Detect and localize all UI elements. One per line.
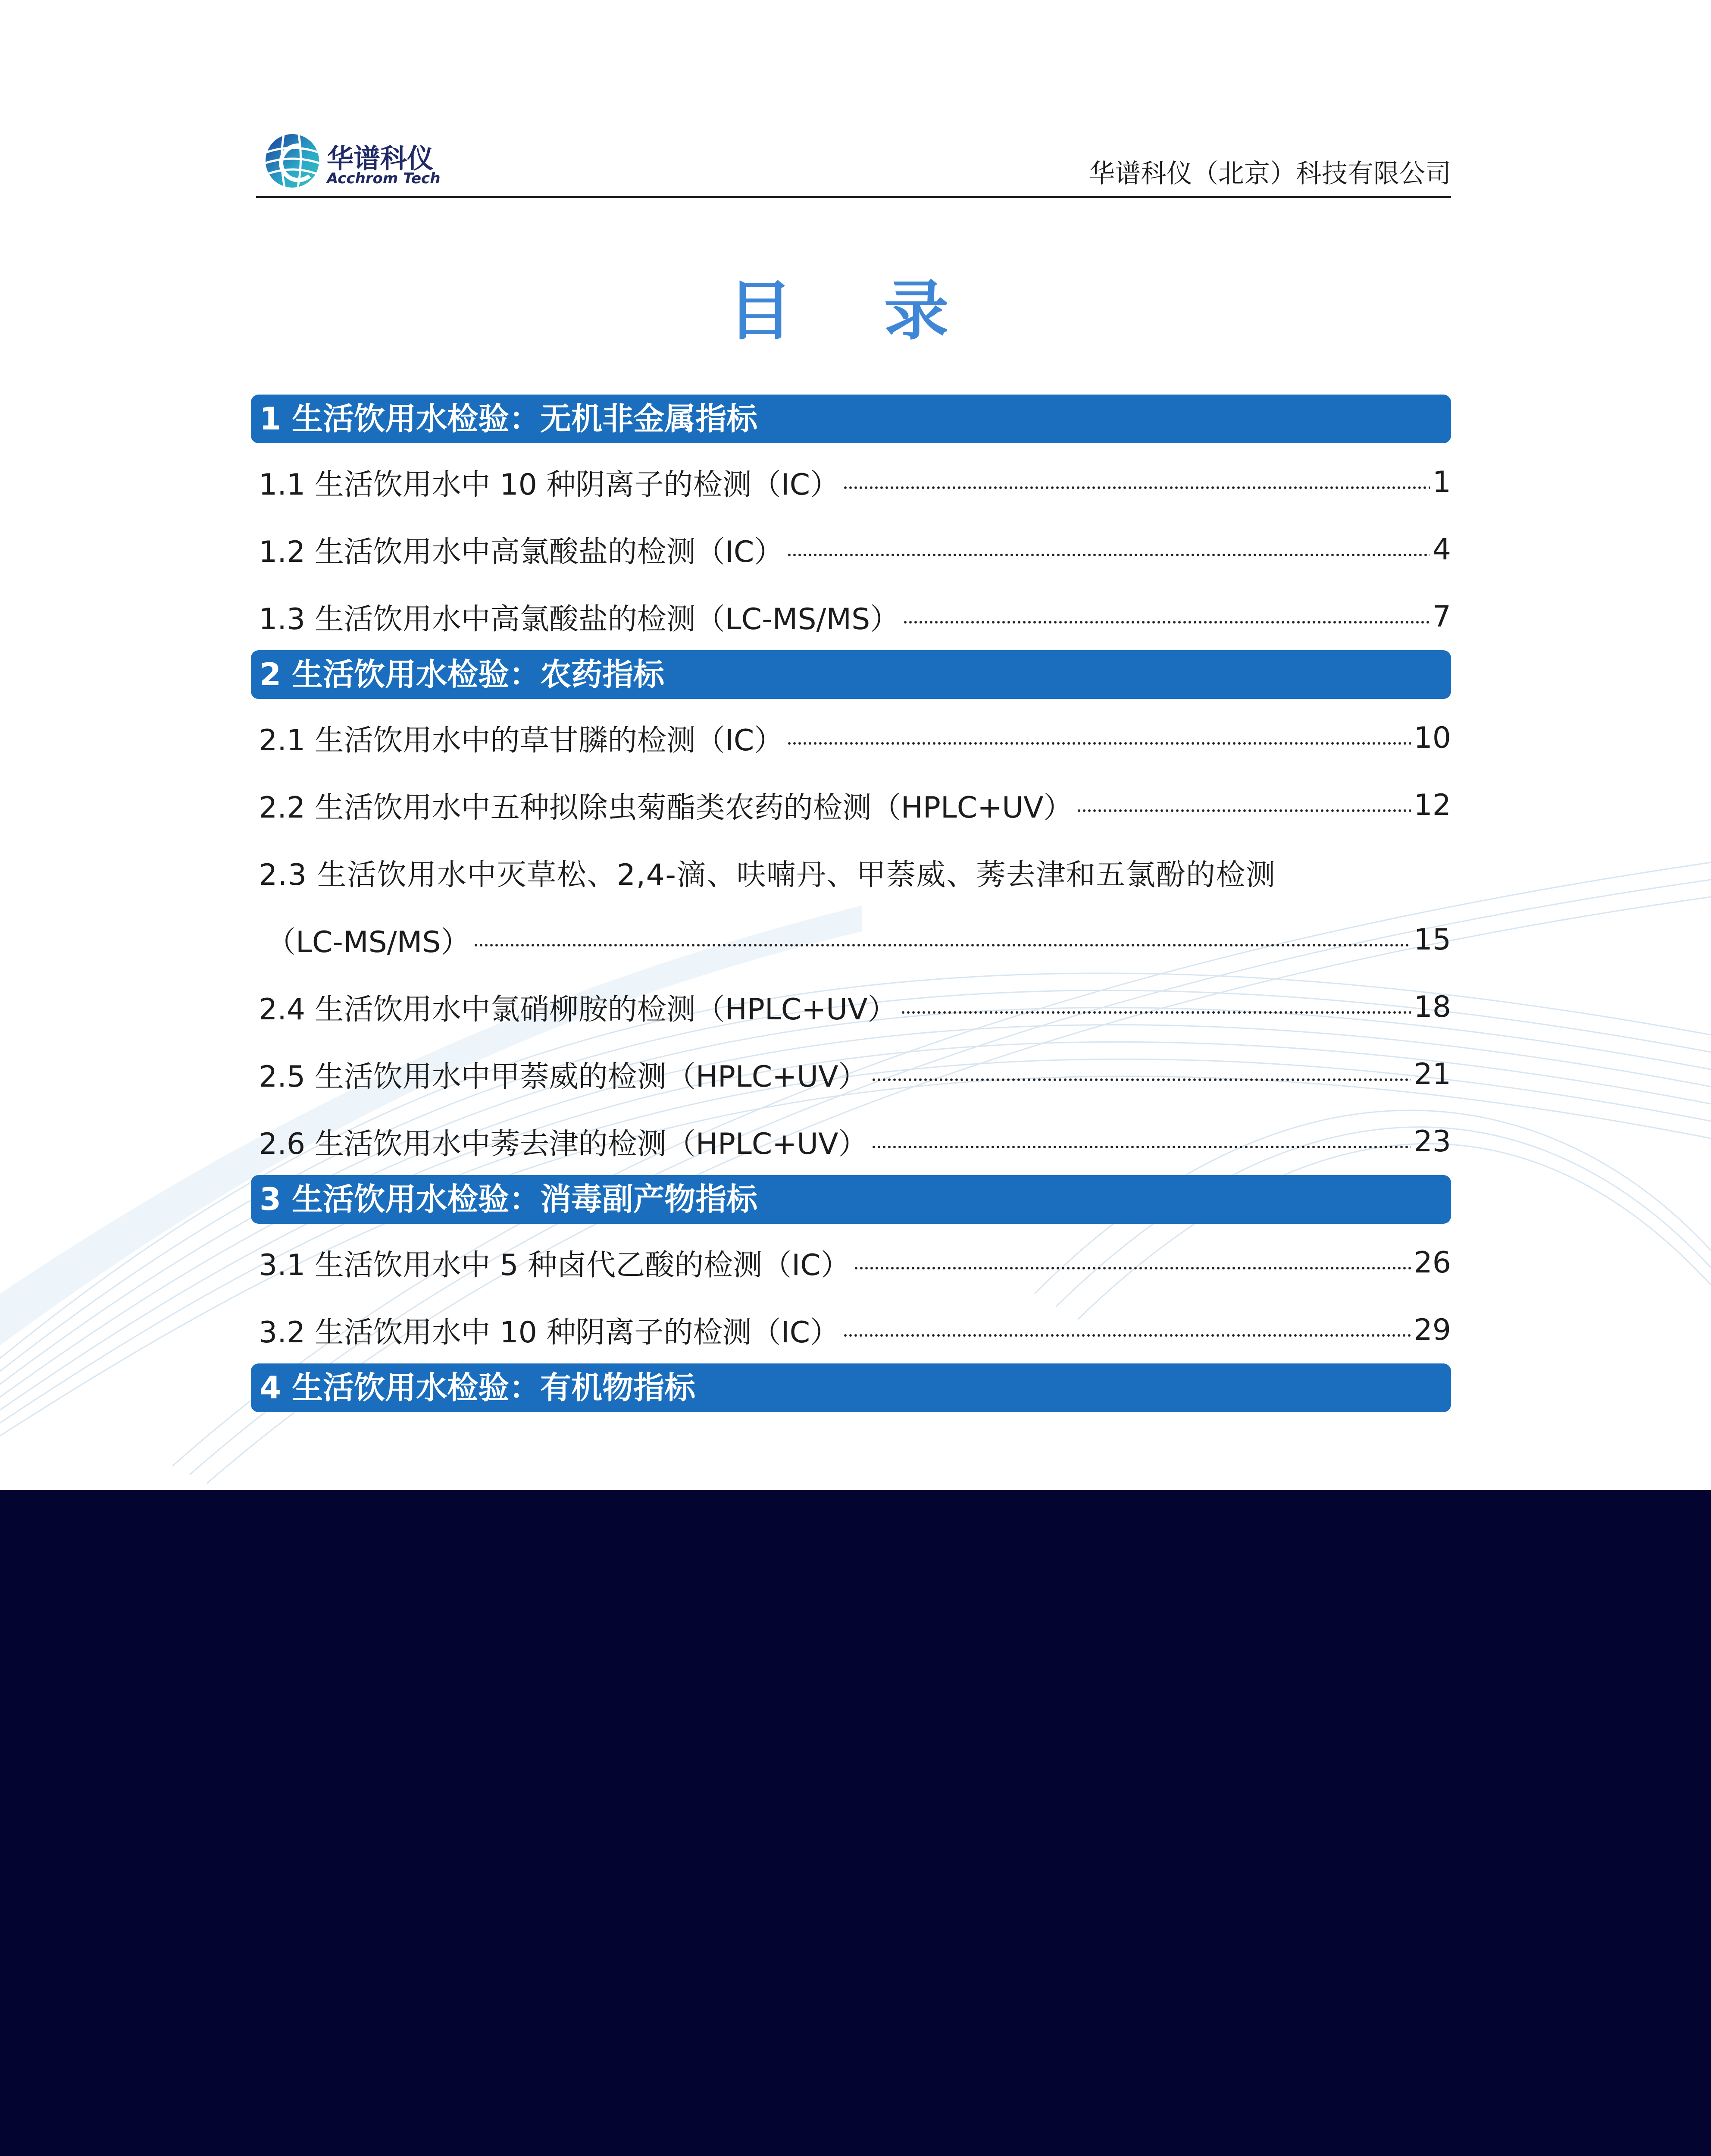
dark-overlay-panel <box>0 1490 1711 2156</box>
dot-leader <box>843 486 1430 489</box>
toc-entry-title: 3.1 生活饮用水中 5 种卤代乙酸的检测（IC） <box>259 1248 850 1282</box>
dot-leader <box>787 742 1411 745</box>
toc-entry-3-1[interactable] <box>251 1229 1451 1296</box>
toc-page-number: 21 <box>1414 1057 1451 1091</box>
toc-entry-title: 1.1 生活饮用水中 10 种阴离子的检测（IC） <box>259 467 840 502</box>
toc-page-number: 26 <box>1414 1245 1451 1280</box>
toc-entry-1-1[interactable] <box>251 448 1451 516</box>
toc-page-number: 23 <box>1414 1124 1451 1159</box>
company-name: 华谱科仪（北京）科技有限公司 <box>1089 159 1451 189</box>
toc-entry-title: 3.2 生活饮用水中 10 种阴离子的检测（IC） <box>259 1315 840 1350</box>
toc-entry-1-2[interactable] <box>251 516 1451 583</box>
dot-leader <box>871 1078 1411 1081</box>
toc-entry-title: 2.4 生活饮用水中氯硝柳胺的检测（HPLC+UV） <box>259 992 897 1027</box>
toc-page-number: 29 <box>1414 1313 1451 1347</box>
toc-page-number: 1 <box>1432 465 1451 499</box>
section-heading-3[interactable]: 3 生活饮用水检验：消毒副产物指标 <box>251 1175 1451 1224</box>
logo-globe-icon <box>262 128 322 193</box>
toc-page-number: 15 <box>1414 922 1451 957</box>
dot-leader <box>1076 809 1411 812</box>
toc-entry-title: 2.6 生活饮用水中莠去津的检测（HPLC+UV） <box>259 1127 868 1161</box>
toc-entry-2-5[interactable] <box>251 1040 1451 1108</box>
section-heading-4[interactable]: 4 生活饮用水检验：有机物指标 <box>251 1363 1451 1412</box>
dot-leader <box>854 1266 1411 1270</box>
dot-leader <box>787 553 1429 557</box>
toc-entry-title: 1.3 生活饮用水中高氯酸盐的检测（LC-MS/MS） <box>259 602 900 636</box>
table-of-contents <box>251 395 1451 1417</box>
toc-entry-2-2[interactable] <box>251 771 1451 839</box>
toc-entry-title: 2.5 生活饮用水中甲萘威的检测（HPLC+UV） <box>259 1059 868 1094</box>
toc-page-number: 10 <box>1414 721 1451 755</box>
toc-page-number: 4 <box>1432 532 1451 567</box>
page-title: 目 录 <box>728 274 983 349</box>
dot-leader <box>473 943 1411 947</box>
toc-entry-2-3-continued[interactable] <box>251 906 1451 973</box>
section-heading-1[interactable]: 1 生活饮用水检验：无机非金属指标 <box>251 395 1451 443</box>
page-header <box>256 125 1451 198</box>
toc-entry-2-6[interactable] <box>251 1108 1451 1175</box>
dot-leader <box>903 620 1429 624</box>
section-heading-2[interactable]: 2 生活饮用水检验：农药指标 <box>251 650 1451 699</box>
toc-entry-3-2[interactable] <box>251 1296 1451 1363</box>
toc-entry-title: 2.1 生活饮用水中的草甘膦的检测（IC） <box>259 723 784 758</box>
toc-page-number: 18 <box>1414 990 1451 1024</box>
toc-page-number: 12 <box>1414 788 1451 822</box>
toc-entry-1-3[interactable] <box>251 583 1451 650</box>
company-logo <box>262 128 443 193</box>
toc-entry-title: 2.2 生活饮用水中五种拟除虫菊酯类农药的检测（HPLC+UV） <box>259 790 1073 825</box>
toc-entry-2-1[interactable] <box>251 704 1451 771</box>
toc-entry-2-3[interactable] <box>251 839 1451 906</box>
toc-entry-title-continued: （LC-MS/MS） <box>266 925 470 959</box>
dot-leader <box>871 1145 1411 1149</box>
logo-chinese-name: 华谱科仪 <box>327 143 434 174</box>
toc-entry-title: 2.3 生活饮用水中灭草松、2,4-滴、呋喃丹、甲萘威、莠去津和五氯酚的检测 <box>259 858 1276 892</box>
toc-entry-title: 1.2 生活饮用水中高氯酸盐的检测（IC） <box>259 535 784 569</box>
dot-leader <box>901 1011 1411 1014</box>
logo-english-name: Acchrom Tech <box>327 170 441 187</box>
toc-entry-2-4[interactable] <box>251 973 1451 1040</box>
toc-page-number: 7 <box>1432 599 1451 634</box>
dot-leader <box>843 1334 1411 1337</box>
